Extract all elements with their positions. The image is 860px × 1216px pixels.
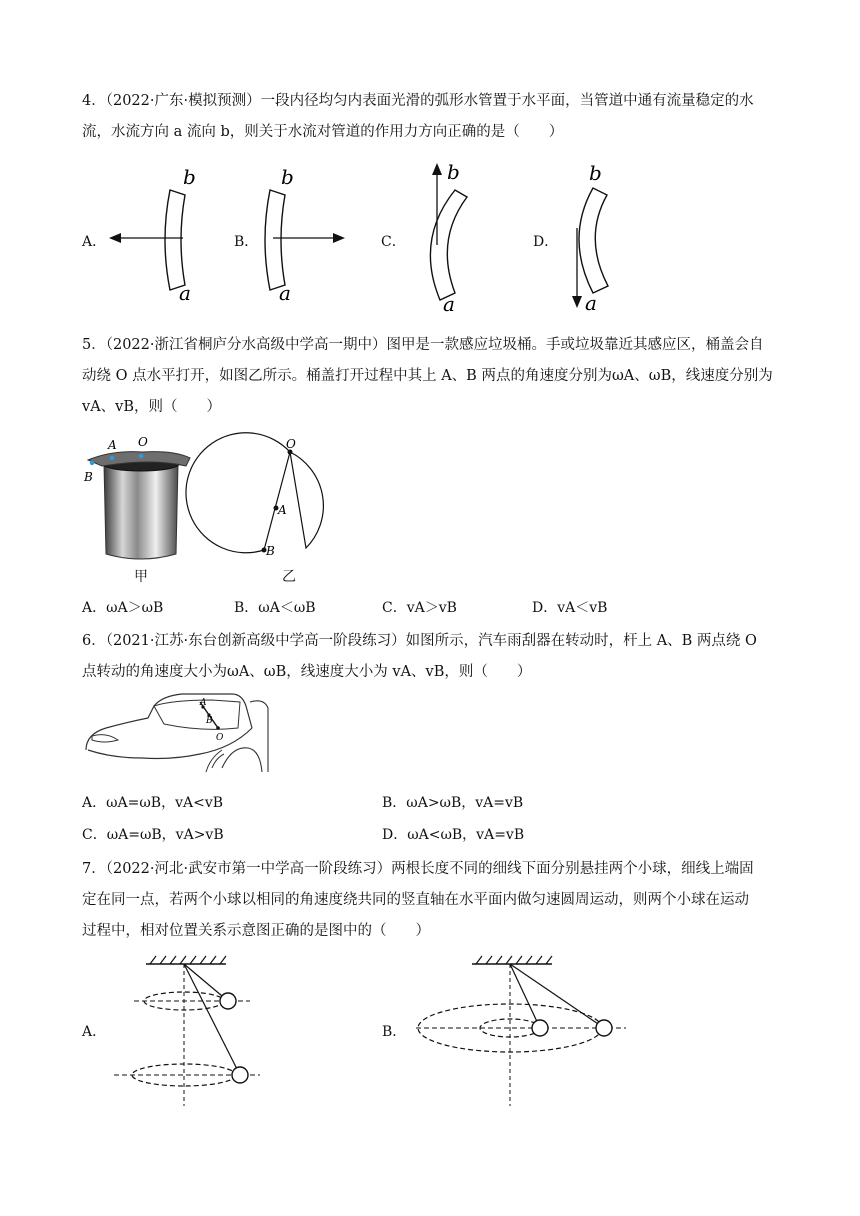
label-b: b — [183, 165, 196, 189]
trash-can-body — [104, 464, 178, 559]
point-a-marker — [110, 456, 114, 460]
label-b: b — [281, 165, 294, 189]
q5-option-c[interactable]: C．vA＞vB — [382, 600, 457, 616]
label-b: B — [266, 544, 275, 558]
label-a: a — [279, 281, 291, 305]
q5-option-d[interactable]: D．vA＜vB — [532, 600, 608, 616]
q4-option-d[interactable]: D． — [533, 234, 559, 250]
q4-option-a[interactable]: A． — [82, 234, 107, 250]
arrow-head — [333, 233, 345, 243]
question-6-line-2: 点转动的角速度大小为ωA、ωB，线速度大小为 vA、vB，则（ ） — [82, 664, 532, 680]
curved-pipe — [579, 188, 608, 293]
question-4 — [82, 86, 782, 148]
label-a: A — [200, 698, 207, 708]
q7-option-a[interactable]: A． — [82, 1024, 107, 1040]
q4-figure-a — [105, 160, 225, 310]
q6-option-a[interactable]: A．ωA=ωB，vA<vB — [82, 795, 224, 811]
question-4-line-1: 4．（2022·广东·模拟预测）一段内径均匀内表面光滑的弧形水管置于水平面，当管道中通有流量稳定的水 — [82, 93, 754, 109]
label-a: a — [443, 292, 455, 316]
lid-outline — [186, 433, 323, 553]
q7-figure-a — [110, 950, 270, 1110]
point-b-marker — [90, 461, 94, 465]
car-hood-line — [88, 728, 252, 759]
curved-pipe — [165, 190, 185, 290]
curved-pipe — [265, 190, 285, 290]
q7-option-b[interactable]: B． — [382, 1024, 407, 1040]
label-b: b — [447, 160, 460, 184]
label-b: b — [589, 161, 602, 185]
q7-figure-b — [410, 950, 640, 1110]
car-wiper-figure — [82, 688, 272, 778]
caption-jia: 甲 — [134, 569, 148, 585]
q6-option-d[interactable]: D．ωA<ωB，vA=vB — [382, 827, 525, 843]
question-7-line-3: 过程中，相对位置关系示意图正确的是图中的（ ） — [82, 923, 430, 939]
curved-pipe — [430, 190, 467, 300]
point-o-marker — [139, 454, 143, 458]
long-string — [184, 964, 240, 1075]
ceiling-hatching — [150, 956, 226, 964]
q6-option-b[interactable]: B．ωA>ωB，vA=vB — [382, 795, 524, 811]
question-6 — [82, 626, 782, 688]
arrow-head — [432, 163, 442, 175]
windshield — [154, 700, 240, 729]
q4-figure-c — [415, 155, 505, 315]
question-5-line-3: vA、vB，则（ ） — [82, 399, 222, 415]
label-o: O — [138, 435, 148, 449]
car-door-line — [250, 701, 268, 772]
question-5 — [82, 330, 782, 423]
caption-yi: 乙 — [282, 569, 296, 585]
lower-ball — [232, 1067, 248, 1083]
wheel-arc-2 — [206, 750, 222, 772]
question-7-line-1: 7．（2022·河北·武安市第一中学高一阶段练习）两根长度不同的细线下面分别悬挂两个小球，细线上端固 — [82, 861, 754, 877]
q4-figure-b — [255, 160, 375, 310]
arrow-head — [109, 233, 121, 243]
question-6-line-1: 6．（2021·江苏·东台创新高级中学高一阶段练习）如图所示，汽车雨刮器在转动时，杆上 A、B 两点绕 O — [82, 633, 757, 649]
car-front-lamp — [92, 735, 118, 742]
q4-option-b[interactable]: B． — [234, 234, 259, 250]
label-a: A — [278, 503, 287, 517]
upper-ball — [220, 993, 236, 1009]
question-7-line-2: 定在同一点，若两个小球以相同的角速度绕共同的竖直轴在水平面内做匀速圆周运动，则两个小球在运动 — [82, 892, 749, 908]
long-string — [510, 964, 604, 1028]
arrow-head — [572, 296, 582, 308]
q4-figure-d — [563, 158, 653, 318]
q5-option-b[interactable]: B．ωA＜ωB — [234, 600, 316, 616]
label-a: A — [108, 438, 117, 452]
ceiling-hatching — [476, 956, 552, 964]
label-a: a — [179, 281, 191, 305]
wheel-arc-1 — [212, 754, 224, 768]
label-o: O — [286, 437, 296, 451]
question-7 — [82, 854, 782, 947]
label-o: O — [216, 733, 224, 743]
label-b: B — [206, 716, 213, 726]
q4-option-c[interactable]: C． — [381, 234, 406, 250]
trash-can-figure — [82, 436, 202, 566]
lid-top-view-figure — [222, 438, 362, 568]
outer-ball — [596, 1020, 612, 1036]
question-5-line-2: 动绕 O 点水平打开，如图乙所示。桶盖打开过程中其上 A、B 两点的角速度分别为ωA、ωB，线速度分别为 — [82, 368, 773, 384]
question-4-line-2: 流，水流方向 a 流向 b，则关于水流对管道的作用力方向正确的是（ ） — [82, 124, 564, 140]
question-5-line-1: 5．（2022·浙江省桐庐分水高级中学高一期中）图甲是一款感应垃圾桶。手或垃圾靠近其感应区，桶盖会自 — [82, 337, 764, 353]
car-wheel-arch — [222, 748, 262, 772]
q5-option-a[interactable]: A．ωA＞ωB — [82, 600, 164, 616]
label-b: B — [84, 470, 93, 484]
inner-ball — [532, 1020, 548, 1036]
q6-option-c[interactable]: C．ωA=ωB，vA>vB — [82, 827, 224, 843]
label-a: a — [585, 291, 597, 315]
point-o-dot — [216, 726, 220, 730]
